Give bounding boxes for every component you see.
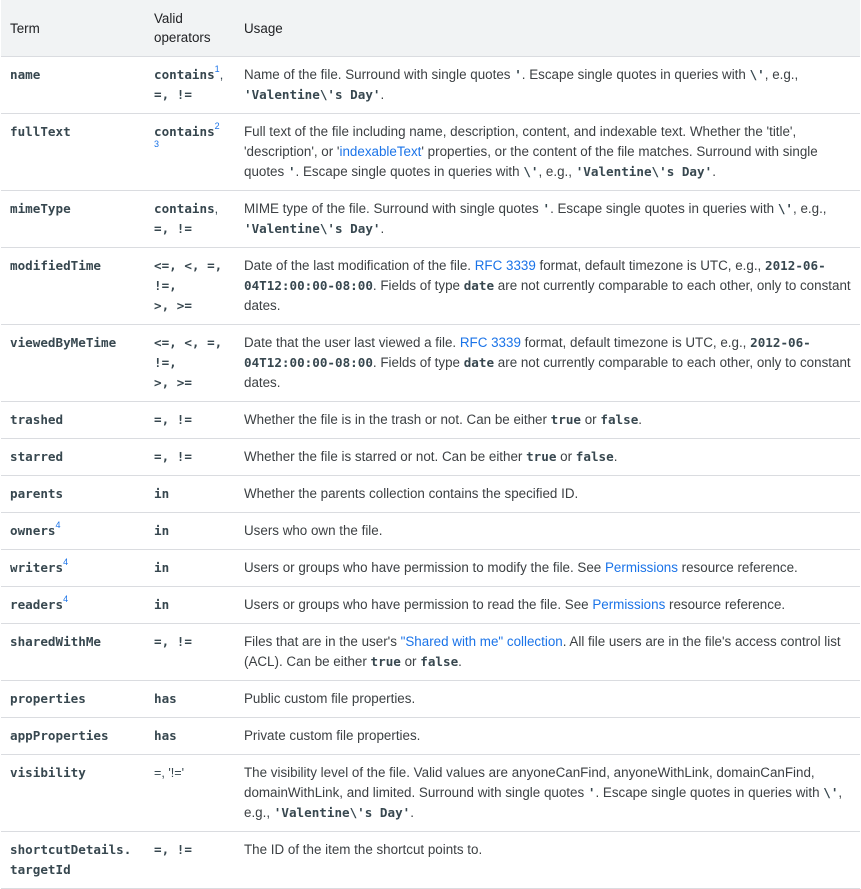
table-row bbox=[1, 624, 860, 681]
footnote-link[interactable]: 1 bbox=[214, 63, 220, 74]
usage-cell: Users or groups who have permission to read the file. See Permissions resource reference. bbox=[235, 587, 860, 624]
usage-cell: Whether the file is starred or not. Can be either true or false. bbox=[235, 439, 860, 476]
operators-cell: contains, =, != bbox=[145, 191, 235, 248]
operators-cell: =, != bbox=[145, 402, 235, 439]
term-cell: modifiedTime bbox=[1, 248, 145, 325]
table-row bbox=[1, 114, 860, 191]
usage-cell: Whether the file is in the trash or not. Can be either true or false. bbox=[235, 402, 860, 439]
table-row bbox=[1, 832, 860, 889]
usage-cell: Private custom file properties. bbox=[235, 718, 860, 755]
header-valid-operators: Valid operators bbox=[145, 0, 235, 57]
term-cell: mimeType bbox=[1, 191, 145, 248]
usage-cell: Whether the parents collection contains the specified ID. bbox=[235, 476, 860, 513]
operators-cell: in bbox=[145, 513, 235, 550]
term-cell: properties bbox=[1, 681, 145, 718]
operators-cell: contains$^2$ 3 bbox=[145, 114, 235, 191]
term-cell: name bbox=[1, 57, 145, 114]
footnote-link[interactable]: 2 bbox=[214, 120, 220, 131]
footnote-link[interactable]: 4 bbox=[63, 556, 69, 567]
term-cell: starred bbox=[1, 439, 145, 476]
table-row bbox=[1, 587, 860, 624]
permissions-link[interactable]: Permissions bbox=[604, 560, 678, 575]
usage-cell: Users who own the file. bbox=[235, 513, 860, 550]
term-cell: readers$^4$ bbox=[1, 587, 145, 624]
operators-cell: =, != bbox=[145, 439, 235, 476]
table-row bbox=[1, 550, 860, 587]
footnote-link[interactable]: 4 bbox=[55, 519, 61, 530]
operators-cell: contains$^1$, =, != bbox=[145, 57, 235, 114]
table-row bbox=[1, 718, 860, 755]
footnote-link[interactable]: 4 bbox=[63, 593, 69, 604]
usage-cell: Files that are in the user's "Shared with me" collection. All file users are in the file's access control list (ACL). Can be either true or false. bbox=[235, 624, 860, 681]
header-usage: Usage bbox=[235, 0, 860, 57]
header-term: Term bbox=[1, 0, 145, 57]
operators-cell: in bbox=[145, 550, 235, 587]
usage-cell: Name of the file. Surround with single quotes '. Escape single quotes in queries with \', e.g., 'Valentine\'s Day'. bbox=[235, 57, 860, 114]
rfc3339-link[interactable]: RFC 3339 bbox=[474, 258, 536, 273]
table-row bbox=[1, 755, 860, 832]
term-cell: writers$^4$ bbox=[1, 550, 145, 587]
usage-cell: Full text of the file including name, description, content, and indexable text. Whether the 'title', 'description', or 'indexableText' properties, or the content of the file matches. Surround with single quotes '. Escape single quotes in queries with \', e.g., 'Valentine\'s Day'. bbox=[235, 114, 860, 191]
usage-cell: Date of the last modification of the file. RFC 3339 format, default timezone is UTC, e.g., 2012-06-04T12:00:00-08:00. Fields of type date are not currently comparable to each other, only to constant dates. bbox=[235, 248, 860, 325]
usage-cell: MIME type of the file. Surround with single quotes '. Escape single quotes in queries with \', e.g., 'Valentine\'s Day'. bbox=[235, 191, 860, 248]
term-cell: viewedByMeTime bbox=[1, 325, 145, 402]
query-terms-table bbox=[1, 0, 860, 889]
table-row bbox=[1, 681, 860, 718]
operators-cell: =, != bbox=[145, 832, 235, 889]
operators-cell: has bbox=[145, 718, 235, 755]
term-cell: trashed bbox=[1, 402, 145, 439]
usage-cell: Users or groups who have permission to modify the file. See Permissions resource reference. bbox=[235, 550, 860, 587]
operators-cell: =, '!=' bbox=[145, 755, 235, 832]
table-row bbox=[1, 248, 860, 325]
table-row bbox=[1, 513, 860, 550]
operators-cell: has bbox=[145, 681, 235, 718]
operators-cell: in bbox=[145, 476, 235, 513]
usage-cell: The ID of the item the shortcut points to. bbox=[235, 832, 860, 889]
shared-with-me-link[interactable]: "Shared with me" collection bbox=[400, 634, 563, 649]
operators-cell: =, != bbox=[145, 624, 235, 681]
term-cell: fullText bbox=[1, 114, 145, 191]
footnote-link[interactable]: 3 bbox=[154, 139, 160, 149]
table-row bbox=[1, 191, 860, 248]
operators-cell: <=, <, =, !=, >, >= bbox=[145, 248, 235, 325]
usage-cell: Date that the user last viewed a file. RFC 3339 format, default timezone is UTC, e.g., 2012-06-04T12:00:00-08:00. Fields of type date are not currently comparable to each other, only to constant dates. bbox=[235, 325, 860, 402]
term-cell: visibility bbox=[1, 755, 145, 832]
table-row bbox=[1, 325, 860, 402]
indexable-text-link[interactable]: indexableText bbox=[339, 144, 422, 159]
usage-cell: The visibility level of the file. Valid values are anyoneCanFind, anyoneWithLink, domainCanFind, domainWithLink, and limited. Surround with single quotes '. Escape single quotes in queries with \', e.g., 'Valentine\'s Day'. bbox=[235, 755, 860, 832]
permissions-link[interactable]: Permissions bbox=[592, 597, 666, 612]
table-row bbox=[1, 402, 860, 439]
term-cell: parents bbox=[1, 476, 145, 513]
term-cell: owners$^4$ bbox=[1, 513, 145, 550]
table-header-row bbox=[1, 0, 860, 57]
operators-cell: <=, <, =, !=, >, >= bbox=[145, 325, 235, 402]
rfc3339-link[interactable]: RFC 3339 bbox=[459, 335, 521, 350]
usage-cell: Public custom file properties. bbox=[235, 681, 860, 718]
term-cell: appProperties bbox=[1, 718, 145, 755]
operators-cell: in bbox=[145, 587, 235, 624]
table-row bbox=[1, 476, 860, 513]
table-row bbox=[1, 439, 860, 476]
term-cell: sharedWithMe bbox=[1, 624, 145, 681]
term-cell: shortcutDetails. targetId bbox=[1, 832, 145, 889]
table-row bbox=[1, 57, 860, 114]
